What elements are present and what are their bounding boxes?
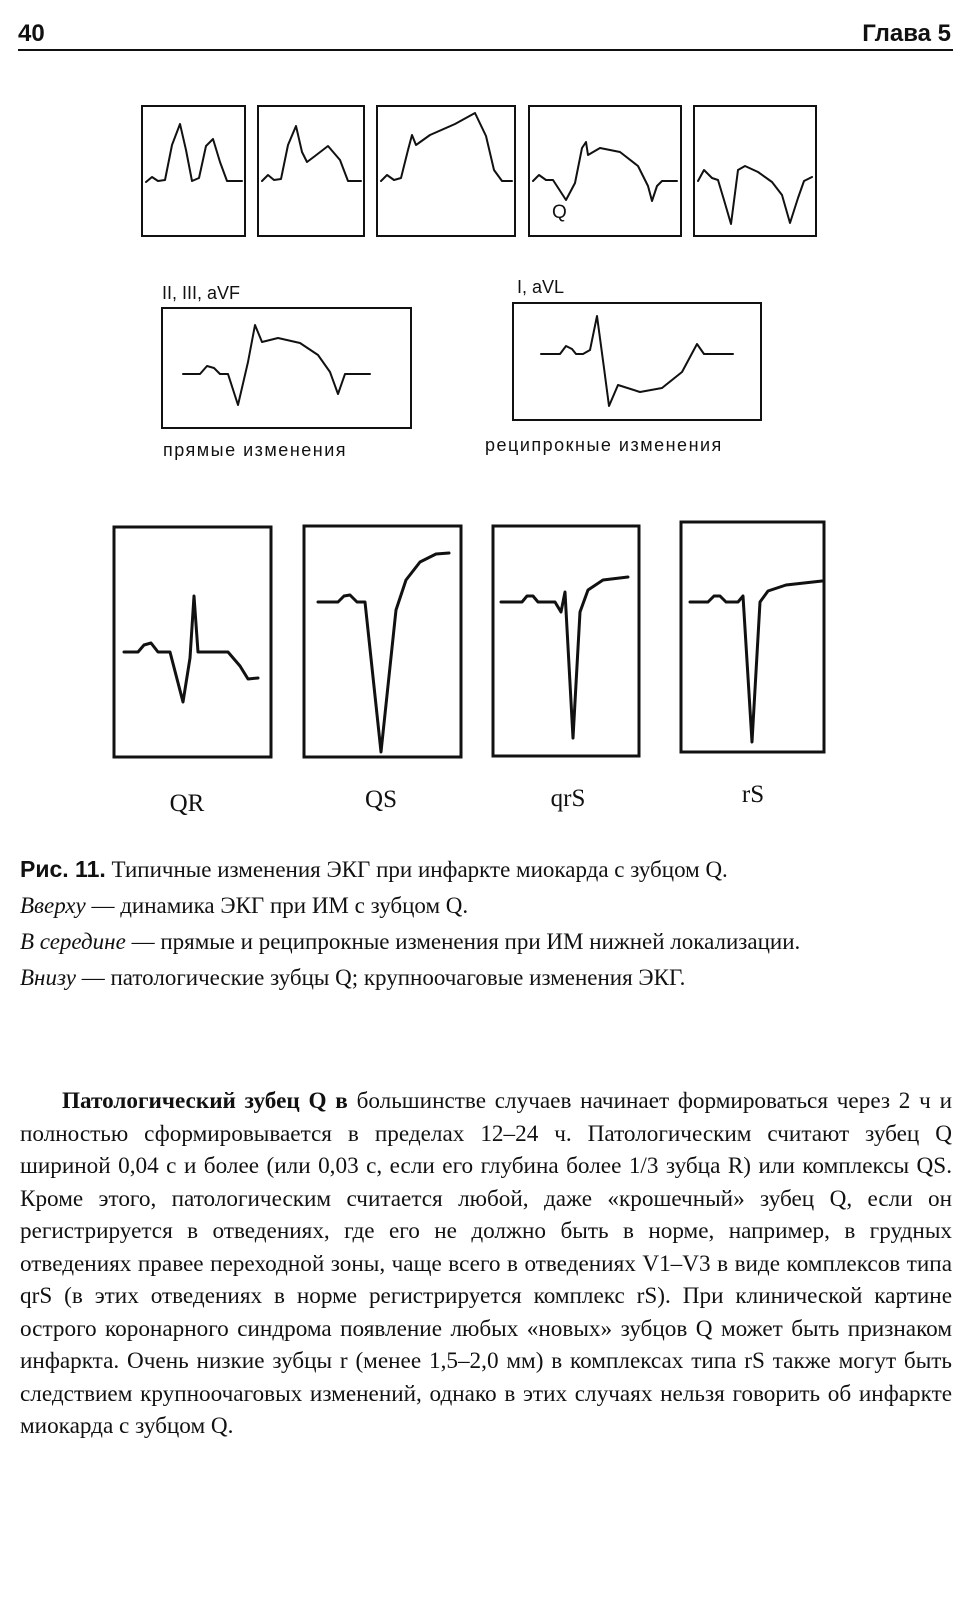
caption-middle-label: В середине bbox=[20, 929, 126, 954]
rs-complex-panel bbox=[681, 522, 824, 752]
lateral-leads-label: I, aVL bbox=[517, 277, 565, 297]
qrs-label: qrS bbox=[550, 785, 586, 812]
q-wave-label: Q bbox=[552, 202, 567, 223]
top-ecg-panel-3 bbox=[377, 106, 515, 236]
caption-top-label: Вверху bbox=[20, 893, 86, 918]
body-paragraph bbox=[20, 1085, 952, 1443]
caption-top-text: — динамика ЭКГ при ИМ с зубцом Q. bbox=[85, 893, 469, 918]
top-ecg-panel-4 bbox=[529, 106, 681, 236]
top-panel-3-trace bbox=[381, 113, 512, 181]
reciprocal-panel-frame bbox=[513, 303, 761, 420]
direct-panel-frame bbox=[162, 308, 411, 428]
page-number: 40 bbox=[18, 20, 45, 47]
qr-complex-trace bbox=[124, 596, 258, 702]
direct-changes-trace bbox=[183, 325, 370, 405]
reciprocal-changes-panel bbox=[513, 303, 761, 420]
reciprocal-changes-trace bbox=[541, 316, 733, 406]
qr-complex-panel bbox=[114, 527, 271, 757]
caption-bottom-line bbox=[20, 963, 950, 992]
figure-title: Типичные изменения ЭКГ при инфаркте миокарда с зубцом Q. bbox=[105, 857, 728, 882]
top-ecg-panel-2 bbox=[258, 106, 364, 236]
inferior-leads-label: II, III, aVF bbox=[162, 283, 241, 303]
qs-complex-trace bbox=[318, 553, 449, 752]
qrs-complex-panel bbox=[493, 526, 639, 756]
rs-complex-trace bbox=[690, 581, 822, 742]
top-panel-2-trace bbox=[262, 126, 361, 181]
qrs-complex-trace bbox=[501, 577, 628, 738]
top-panel-1-frame bbox=[142, 106, 245, 236]
qs-label: QS bbox=[365, 786, 397, 813]
top-panel-5-trace bbox=[698, 166, 812, 224]
reciprocal-changes-caption: реципрокные изменения bbox=[485, 435, 723, 455]
body-text: большинстве случаев начинает формироваться через 2 ч и полностью сформировывается в пределах 12–24 ч. Патологическим считают зубец Q шириной 0,04 с и более (или 0,03 с, если его глубина более 1/3 зубца R) или комплексы QS. Кроме этого, патологическим считается любой, даже «крошечный» зубец Q, если он регистрируется в отведениях, где его не должно быть в норме, например, в грудных отведениях правее переходной зоны, чаще всего в отведениях V1–V3 в виде комплексов типа qrS (в этих отведениях в норме регистрируется комплекс rS). При клинической картине острого коронарного синдрома появление любых «новых» зубцов Q может быть признаком инфаркта. Очень низкие зубцы r (менее 1,5–2,0 мм) в комплексах типа rS также могут быть следствием крупноочаговых изменений, однако в этих случаях нельзя говорить об инфаркте миокарда с зубцом Q. bbox=[20, 1088, 952, 1439]
caption-title-line bbox=[20, 855, 950, 884]
top-ecg-panel-5 bbox=[694, 106, 816, 236]
caption-middle-line bbox=[20, 927, 950, 956]
direct-changes-caption: прямые изменения bbox=[163, 440, 348, 460]
top-panel-4-trace bbox=[533, 142, 677, 201]
caption-bottom-label: Внизу bbox=[20, 965, 76, 990]
figure-caption bbox=[20, 855, 950, 999]
top-ecg-panel-1 bbox=[142, 106, 245, 236]
caption-top-line bbox=[20, 891, 950, 920]
qr-label: QR bbox=[169, 790, 205, 817]
figure-number: Рис. 11. bbox=[20, 856, 106, 882]
qrs-panel-frame bbox=[493, 526, 639, 756]
top-panel-2-frame bbox=[258, 106, 364, 236]
caption-middle-text: — прямые и реципрокные изменения при ИМ нижней локализации. bbox=[125, 929, 801, 954]
qs-complex-panel bbox=[304, 526, 461, 757]
rs-label: rS bbox=[741, 781, 765, 808]
body-lead-bold: Патологический зубец Q в bbox=[62, 1088, 348, 1114]
chapter-title: Глава 5 bbox=[862, 20, 951, 47]
caption-bottom-text: — патологические зубцы Q; крупноочаговые изменения ЭКГ. bbox=[75, 965, 686, 990]
top-panel-1-trace bbox=[146, 124, 242, 182]
direct-changes-panel bbox=[162, 308, 411, 428]
qs-panel-frame bbox=[304, 526, 461, 757]
